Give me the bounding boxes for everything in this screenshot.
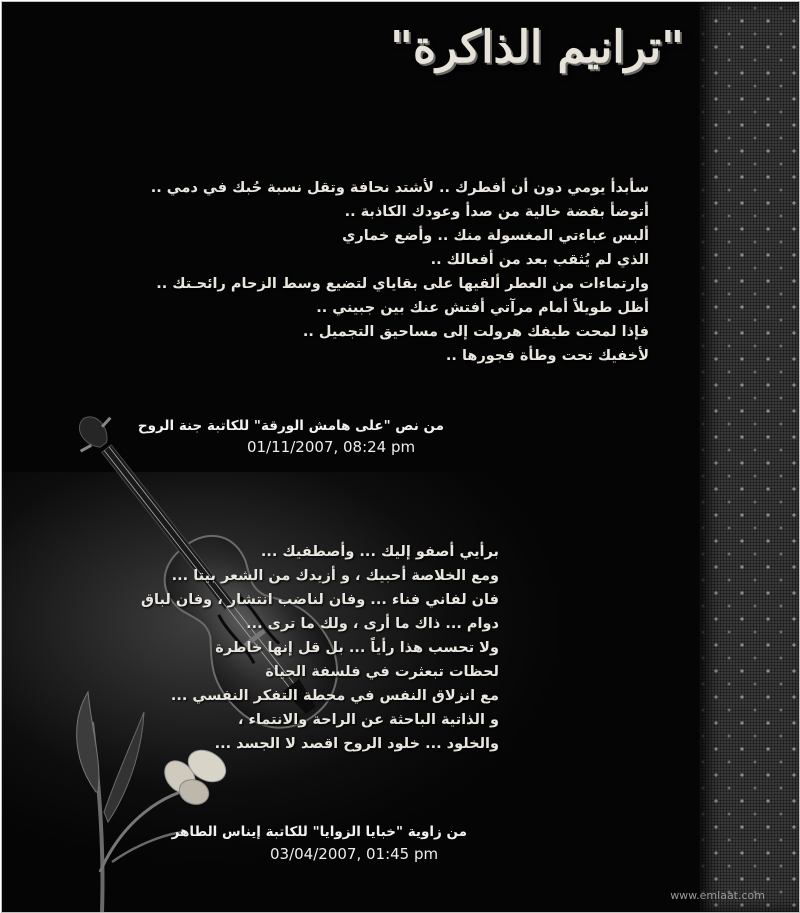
poem-line: مع انزلاق النفس في محطة التفكر النفسي ... xyxy=(170,688,499,704)
poem-2-date: 03/04/2007, 01:45 pm xyxy=(270,845,439,863)
poem-line: لأخفيك تحت وطأة فجورها .. xyxy=(445,348,649,364)
poem-line: وارتماءات من العطر ألقيها على بقاياي لتضيع وسط الزحام رائحـتك .. xyxy=(156,276,649,292)
poem-line: أظل طويلاً أمام مرآتي أفتش عنك بين جبيني .. xyxy=(316,300,649,316)
poem-line: لحظات تبعثرت في فلسفة الحياة xyxy=(265,664,499,680)
poem-line: أتوضأ بفضة خالية من صدأ وعودك الكاذبة .. xyxy=(344,204,649,220)
poem-line: والخلود ... خلود الروح اقصد لا الجسد ... xyxy=(214,736,499,752)
poem-1-date: 01/11/2007, 08:24 pm xyxy=(247,438,416,456)
poem-line: فإذا لمحت طيفك هرولت إلى مساحيق التجميل .. xyxy=(302,324,649,340)
poem-line: الذي لم يُثقب بعد من أفعالك .. xyxy=(430,252,649,268)
poem-line: ومع الخلاصة أحبيك ، و أزيدك من الشعر بيتا ... xyxy=(171,568,499,584)
watermark: www.emlaat.com xyxy=(670,889,765,902)
poem-line: برأيي أصفو إليك ... وأصطفيك ... xyxy=(260,544,499,560)
poem-line: ولا تحسب هذا رأياً ... بل قل إنها خاطرة xyxy=(215,640,499,656)
poem-2 xyxy=(141,540,499,756)
poem-line: ألبس عباءتي المغسولة منك .. وأضع خماري xyxy=(342,228,649,244)
poem-1-credit: من نص "على هامش الورقة" للكاتبة جنة الروح xyxy=(137,418,444,434)
page-title: "ترانيم الذاكرة" xyxy=(390,22,684,73)
poem-1 xyxy=(151,176,649,368)
poem-line: و الذاتية الباحثة عن الراحة والانتماء ، xyxy=(238,712,499,728)
poem-line: دوام ... ذاك ما أرى ، ولك ما ترى ... xyxy=(246,616,499,632)
dotted-fabric-panel xyxy=(699,2,800,912)
poem-2-credit: من زاوية "خبايا الزوايا" للكاتبة إيناس الطاهر xyxy=(171,824,467,840)
poem-line: سأبدأ يومي دون أن أفطرك .. لأشتد نحافة وتقل نسبة حُبك في دمي .. xyxy=(150,180,649,196)
poster xyxy=(1,1,800,913)
poem-line: فان لفاني فناء ... وفان لناضب انتشار ، وفان لباق xyxy=(141,592,499,608)
